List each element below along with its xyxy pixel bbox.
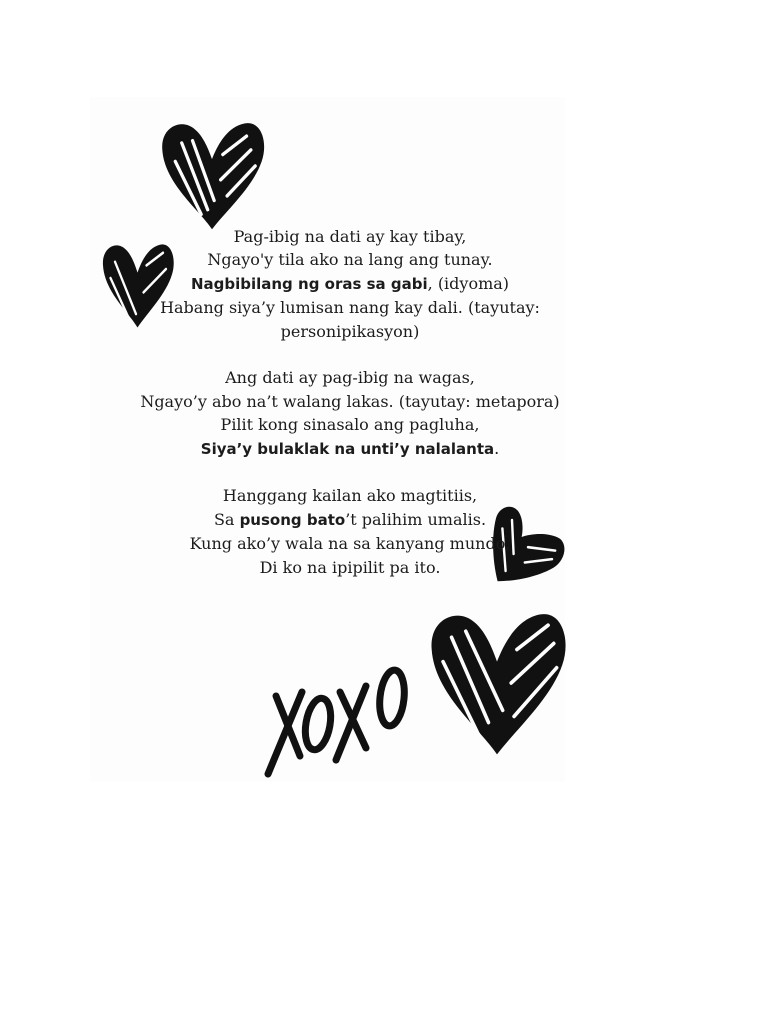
heart-icon-top — [158, 120, 266, 235]
poem-line — [140, 248, 560, 271]
emphasized-phrase: Siya’y bulaklak na unti’y nalalanta — [200, 439, 495, 458]
line-text: ’t palihim umalis. — [345, 509, 487, 529]
line-text: Habang siya’y lumisan nang kay dali. (tayutay: personipikasyon) — [160, 298, 540, 341]
poem-line — [140, 366, 560, 389]
emphasized-phrase: pusong bato — [239, 510, 346, 529]
poem-line — [140, 556, 560, 579]
line-text: Pag-ibig na dati ay kay tibay, — [233, 227, 467, 246]
stanza — [140, 225, 560, 343]
stanza — [140, 484, 560, 579]
poem-line — [140, 413, 560, 436]
line-text: Kung ako’y wala na sa kanyang mundo, — [189, 534, 511, 554]
line-text: Pilit kong sinasalo ang pagluha, — [220, 415, 480, 435]
line-text: Ngayo’y abo na’t walang lakas. (tayutay: metapora) — [140, 391, 560, 411]
poem — [140, 225, 560, 602]
poem-line — [140, 225, 560, 248]
line-text: Ngayo'y tila ako na lang ang tunay. — [207, 250, 493, 270]
poem-line — [140, 437, 560, 461]
poem-line — [140, 508, 560, 532]
line-text: . — [494, 438, 500, 458]
xoxo-signature — [262, 652, 412, 780]
heart-icon-bottom — [426, 610, 568, 762]
line-text: Ang dati ay pag-ibig na wagas, — [225, 368, 475, 388]
stanza — [140, 366, 560, 461]
poem-line — [140, 390, 560, 413]
poem-line — [140, 296, 560, 343]
line-text: Sa — [213, 509, 240, 529]
poem-line — [140, 484, 560, 507]
poem-line — [140, 532, 560, 555]
poem-line — [140, 272, 560, 296]
line-text: Hanggang kailan ako magtitiis, — [222, 486, 478, 506]
line-text: Di ko na ipipilit pa ito. — [259, 557, 441, 577]
line-text: , (idyoma) — [427, 273, 510, 293]
emphasized-phrase: Nagbibilang ng oras sa gabi — [190, 274, 428, 293]
